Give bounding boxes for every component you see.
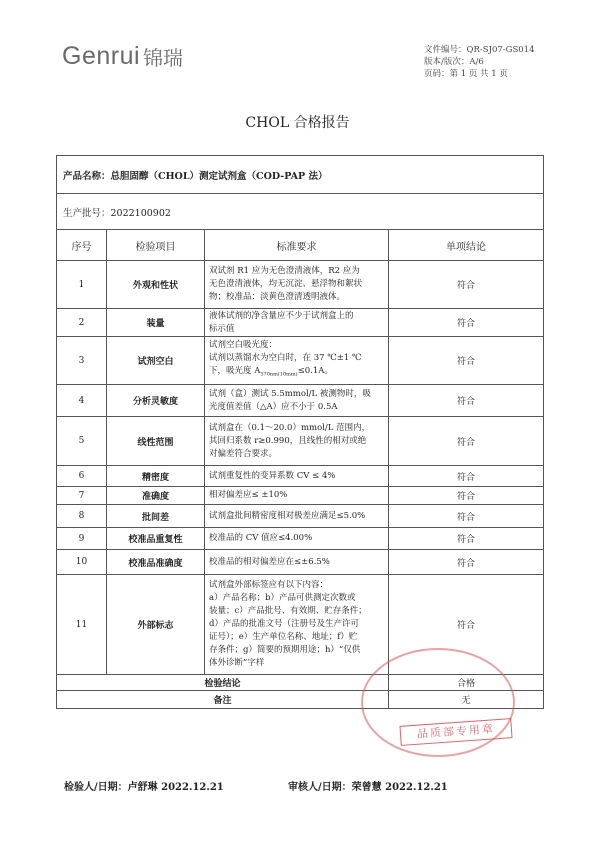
row-requirement bbox=[205, 550, 389, 575]
row-item: 外部标志 bbox=[107, 575, 205, 675]
requirement-line bbox=[209, 352, 385, 365]
row-requirement bbox=[205, 505, 389, 528]
row-result: 符合 bbox=[389, 261, 544, 309]
table-row bbox=[57, 337, 544, 385]
requirement-line bbox=[209, 532, 385, 545]
row-result: 符合 bbox=[389, 528, 544, 550]
row-result: 符合 bbox=[389, 337, 544, 385]
row-number: 6 bbox=[57, 466, 107, 487]
col-header-requirement: 标准要求 bbox=[205, 230, 389, 261]
row-result: 符合 bbox=[389, 487, 544, 505]
row-result: 符合 bbox=[389, 505, 544, 528]
row-requirement bbox=[205, 385, 389, 417]
row-result: 符合 bbox=[389, 309, 544, 337]
requirement-line bbox=[209, 278, 385, 291]
requirement-text: 标示值 bbox=[209, 323, 235, 334]
requirement-text: 存条件；g）简要的预期用途；h）“仅供 bbox=[209, 645, 361, 655]
product-label: 产品名称： bbox=[63, 170, 111, 182]
row-result: 符合 bbox=[389, 385, 544, 417]
row-result: 符合 bbox=[389, 417, 544, 466]
requirement-text: 试剂（盒）测试 5.5mmol/L 被测物时，吸 bbox=[209, 388, 371, 399]
requirement-text: 试剂盒在（0.1～20.0）mmol/L 范围内， bbox=[209, 422, 371, 433]
product-name: 总胆固醇（CHOL）测定试剂盒（COD-PAP 法） bbox=[110, 170, 328, 182]
inspector-signature: 检验人/日期：卢舒琳 2022.12.21 bbox=[64, 782, 224, 793]
brand-name-cn: 锦瑞 bbox=[143, 46, 184, 70]
col-header-item: 检验项目 bbox=[107, 230, 205, 261]
row-item: 校准品准确度 bbox=[107, 550, 205, 575]
table-row bbox=[57, 261, 544, 309]
requirement-text: 对偏差符合要求。 bbox=[209, 448, 278, 459]
requirement-text: 试剂重复性的变异系数 CV ≤ 4% bbox=[209, 470, 336, 481]
row-requirement bbox=[205, 466, 389, 487]
row-item: 装量 bbox=[107, 309, 205, 337]
requirement-text: a）产品名称；b）产品可供测定次数或 bbox=[209, 593, 356, 603]
product-row bbox=[57, 156, 544, 194]
requirement-tail: ≤0.1A。 bbox=[297, 366, 333, 377]
requirement-text: 下，吸光度 A bbox=[209, 366, 261, 377]
row-item: 准确度 bbox=[107, 487, 205, 505]
row-requirement bbox=[205, 309, 389, 337]
table-row bbox=[57, 385, 544, 417]
row-item: 批间差 bbox=[107, 505, 205, 528]
requirement-text: 装量；c）产品批号、有效期、贮存条件； bbox=[209, 606, 367, 616]
conclusion-value: 合格 bbox=[389, 675, 544, 691]
row-requirement bbox=[205, 337, 389, 385]
requirement-line bbox=[209, 644, 385, 657]
requirement-line bbox=[209, 579, 385, 592]
table-row bbox=[57, 309, 544, 337]
requirement-line bbox=[209, 448, 385, 461]
table-row bbox=[57, 528, 544, 550]
requirement-line bbox=[209, 323, 385, 336]
row-requirement bbox=[205, 528, 389, 550]
row-item: 外观和性状 bbox=[107, 261, 205, 309]
row-result: 符合 bbox=[389, 575, 544, 675]
page-number: 页码：第 1 页 共 1 页 bbox=[424, 69, 508, 79]
requirement-line bbox=[209, 631, 385, 644]
requirement-line bbox=[209, 365, 385, 382]
row-number: 10 bbox=[57, 550, 107, 575]
requirement-line bbox=[209, 556, 385, 569]
row-item: 分析灵敏度 bbox=[107, 385, 205, 417]
requirement-text: d）产品的批准文号（注册号及生产许可 bbox=[209, 619, 359, 629]
row-number: 2 bbox=[57, 309, 107, 337]
requirement-text: 试剂盒批间精密度相对极差应满足≤5.0% bbox=[209, 510, 366, 521]
table-row bbox=[57, 417, 544, 466]
requirement-text: 体外诊断”字样 bbox=[209, 658, 265, 668]
row-number: 1 bbox=[57, 261, 107, 309]
dept-stamp: 品质部专用章 bbox=[399, 718, 512, 746]
table-row bbox=[57, 466, 544, 487]
remark-value: 无 bbox=[389, 691, 544, 709]
row-item: 校准品重复性 bbox=[107, 528, 205, 550]
doc-version: 版本/版次：A/6 bbox=[424, 57, 484, 67]
reviewer-signature: 审核人/日期：荣曾慧 2022.12.21 bbox=[288, 782, 448, 793]
row-requirement bbox=[205, 575, 389, 675]
requirement-line bbox=[209, 657, 385, 670]
row-number: 11 bbox=[57, 575, 107, 675]
requirement-line bbox=[209, 422, 385, 435]
requirement-text: 双试剂 R1 应为无色澄清液体，R2 应为 bbox=[209, 266, 360, 276]
document-meta bbox=[424, 44, 535, 80]
requirement-line bbox=[209, 291, 385, 304]
batch-number: 生产批号：2022100902 bbox=[57, 194, 544, 230]
row-result: 符合 bbox=[389, 550, 544, 575]
row-number: 8 bbox=[57, 505, 107, 528]
requirement-text: 证号）；e）生产单位名称、地址；f）贮 bbox=[209, 632, 358, 642]
row-requirement bbox=[205, 417, 389, 466]
brand-name: Genrui bbox=[62, 42, 141, 70]
row-number: 7 bbox=[57, 487, 107, 505]
table-row bbox=[57, 505, 544, 528]
row-result: 符合 bbox=[389, 466, 544, 487]
report-table bbox=[56, 155, 544, 709]
row-number: 5 bbox=[57, 417, 107, 466]
requirement-text: 光度值差值（△A）应不小于 0.5A bbox=[209, 401, 338, 412]
requirement-line bbox=[209, 310, 385, 323]
conclusion-label: 检验结论 bbox=[57, 675, 389, 691]
requirement-line bbox=[209, 489, 385, 502]
requirement-line bbox=[209, 388, 385, 401]
table-row bbox=[57, 550, 544, 575]
requirement-line bbox=[209, 618, 385, 631]
requirement-line bbox=[209, 339, 385, 352]
requirement-text: 试剂以蒸馏水为空白时，在 37 ℃±1 ℃ bbox=[209, 353, 362, 364]
row-number: 3 bbox=[57, 337, 107, 385]
requirement-line bbox=[209, 510, 385, 523]
requirement-text: 校准品的 CV 值应≤4.00% bbox=[209, 533, 313, 543]
requirement-text: 试剂空白吸光度： bbox=[209, 340, 278, 351]
requirement-text: 无色澄清液体，均无沉淀、悬浮物和絮状 bbox=[209, 279, 363, 289]
requirement-line bbox=[209, 592, 385, 605]
requirement-line bbox=[209, 265, 385, 278]
row-requirement bbox=[205, 487, 389, 505]
row-item: 精密度 bbox=[107, 466, 205, 487]
requirement-text: 其回归系数 r≥0.990，且线性的相对或绝 bbox=[209, 435, 367, 446]
company-logo bbox=[62, 42, 183, 71]
requirement-text: 校准品的相对偏差应在≤±6.5% bbox=[209, 556, 330, 567]
requirement-line bbox=[209, 401, 385, 414]
col-header-result: 单项结论 bbox=[389, 230, 544, 261]
requirement-line bbox=[209, 470, 385, 483]
requirement-subscript: 370nm(10mm) bbox=[260, 371, 298, 378]
page-title: CHOL 合格报告 bbox=[245, 115, 350, 131]
requirement-line bbox=[209, 435, 385, 448]
row-item: 线性范围 bbox=[107, 417, 205, 466]
requirement-line bbox=[209, 605, 385, 618]
col-header-no: 序号 bbox=[57, 230, 107, 261]
row-item: 试剂空白 bbox=[107, 337, 205, 385]
requirement-text: 相对偏差应≤ ±10% bbox=[209, 490, 288, 500]
table-row bbox=[57, 487, 544, 505]
requirement-text: 物；校准品：淡黄色澄清透明液体。 bbox=[209, 292, 346, 302]
requirement-text: 液体试剂的净含量应不少于试剂盒上的 bbox=[209, 310, 354, 321]
doc-number: 文件编号：QR-SJ07-GS014 bbox=[424, 45, 535, 55]
row-requirement bbox=[205, 261, 389, 309]
requirement-text: 试剂盒外部标签应有以下内容： bbox=[209, 580, 329, 590]
row-number: 9 bbox=[57, 528, 107, 550]
row-number: 4 bbox=[57, 385, 107, 417]
remark-label: 备注 bbox=[57, 691, 389, 709]
